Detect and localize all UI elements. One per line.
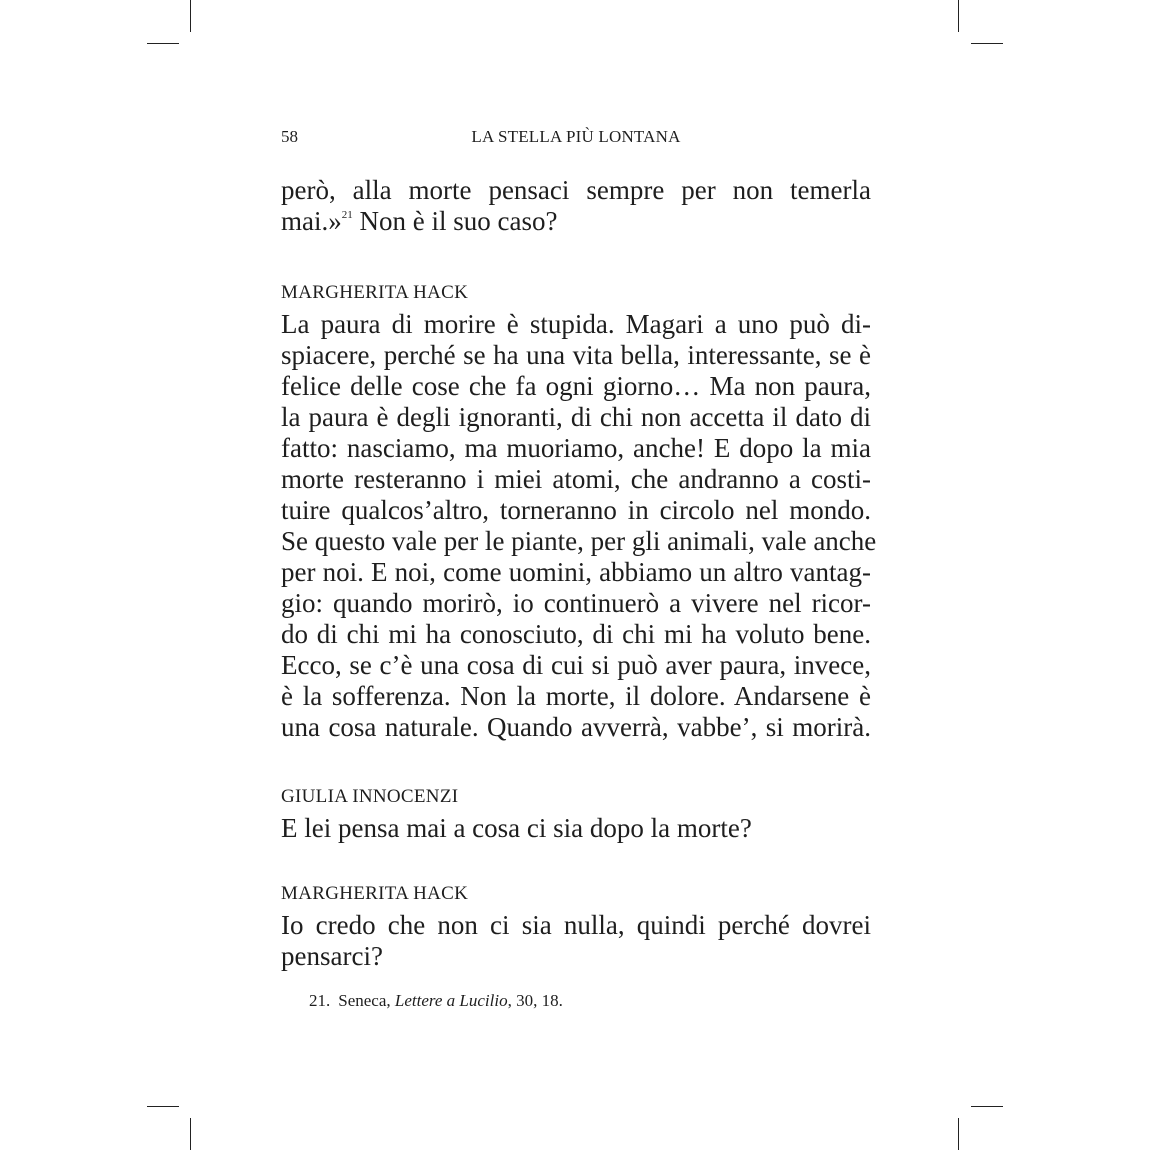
page-number: 58 [281,127,298,146]
text-line: pensarci? [281,941,383,971]
crop-mark [190,0,191,32]
text-line: però, alla morte pensaci sempre per non temerla [281,175,871,205]
crop-mark [971,1106,1003,1107]
text-fragment: Non è il suo caso? [352,206,558,236]
footnote-author: Seneca, [338,991,395,1010]
footnote-number: 21. [309,991,331,1010]
speech-paragraph [281,309,877,743]
text-line: morte resteranno i miei atomi, che andranno a costi- [281,464,871,494]
text-line: spiacere, perché se ha una vita bella, interessante, se è [281,340,871,370]
crop-mark [958,0,959,32]
text-line: gio: quando morirò, io continuerò a vivere nel ricor- [281,588,871,618]
text-line: E lei pensa mai a cosa ci sia dopo la morte? [281,813,752,843]
footnote-reference: 21 [341,209,353,221]
crop-mark [147,43,179,44]
footnote-work-title: Lettere a Lucilio [394,991,508,1010]
text-line: Io credo che non ci sia nulla, quindi perché dovrei [281,910,871,940]
dialogue-block [281,786,871,844]
footnote-location: , 30, 18. [507,991,563,1010]
speaker-name: GIULIA INNOCENZI [281,786,459,807]
text-line: Ecco, se c’è una cosa di cui si può aver paura, invece, [281,650,871,680]
text-line: do di chi mi ha conosciuto, di chi mi ha voluto bene. [281,619,871,649]
running-title: LA STELLA PIÙ LONTANA [471,127,681,146]
speaker-name: MARGHERITA HACK [281,282,469,303]
page-header [281,127,871,151]
text-fragment: mai.» [281,206,342,236]
intro-paragraph [281,175,871,237]
text-line: una cosa naturale. Quando avverrà, vabbe’, si morirà. [281,712,871,742]
crop-mark [147,1106,179,1107]
dialogue-block [281,883,871,972]
text-line: la paura è degli ignoranti, di chi non accetta il dato di [281,402,871,432]
text-line: è la sofferenza. Non la morte, il dolore. Andarsene è [281,681,871,711]
footnote [309,990,563,1012]
speech-paragraph [281,910,871,972]
speech-paragraph [281,813,871,844]
text-line: La paura di morire è stupida. Magari a uno può di- [281,309,871,339]
text-line: per noi. E noi, come uomini, abbiamo un altro vantag- [281,557,871,587]
text-line: felice delle cose che fa ogni giorno… Ma non paura, [281,371,871,401]
text-line: fatto: nasciamo, ma muoriamo, anche! E dopo la mia [281,433,871,463]
crop-mark [958,1118,959,1150]
speaker-name: MARGHERITA HACK [281,883,469,904]
text-line [281,206,871,237]
crop-mark [971,43,1003,44]
crop-mark [190,1118,191,1150]
text-line: tuire qualcos’altro, torneranno in circolo nel mondo. [281,495,871,525]
text-line: Se questo vale per le piante, per gli animali, vale anche [281,526,877,556]
dialogue-block [281,282,877,743]
